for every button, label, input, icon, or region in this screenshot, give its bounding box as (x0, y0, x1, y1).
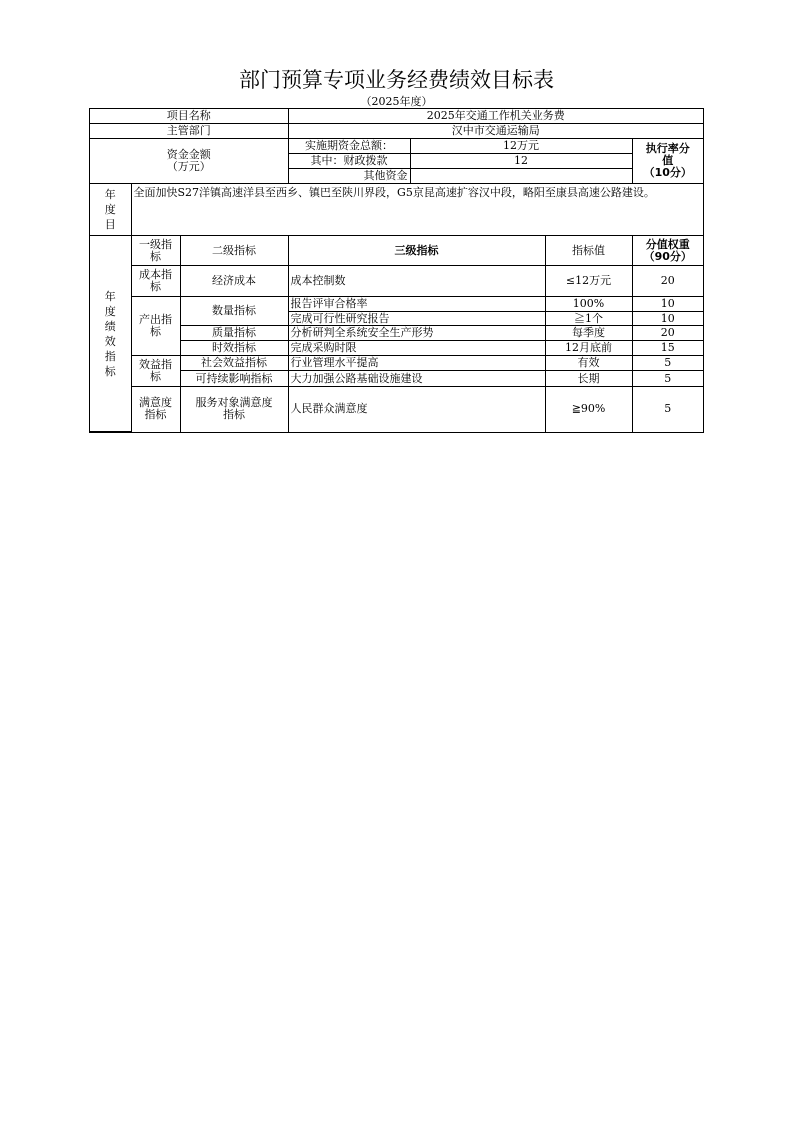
quantity-value: 100% (545, 296, 632, 311)
indicator-side-char: 年 (104, 289, 116, 303)
header-weight-line1: 分值权重 (645, 237, 690, 251)
indicator-side-char: 指 (104, 349, 116, 363)
cost-level2: 经济成本 (180, 265, 288, 296)
output-level1-line2: 标 (150, 325, 161, 339)
funds-total-row (90, 138, 703, 153)
time-weight: 15 (632, 341, 703, 356)
funds-label (90, 138, 288, 183)
time-item: 完成采购时限 (288, 341, 545, 356)
goal-row (90, 184, 703, 236)
cost-level1-line2: 标 (150, 279, 161, 293)
sustain-item: 大力加强公路基础设施建设 (288, 371, 545, 386)
output-level1-line1: 产出指 (139, 313, 172, 327)
quality-weight: 20 (632, 326, 703, 341)
satisfaction-level1 (131, 386, 180, 431)
quality-value: 每季度 (545, 326, 632, 341)
project-value: 2025年交通工作机关业务费 (288, 109, 703, 123)
quality-item: 分析研判全系统安全生产形势 (288, 326, 545, 341)
quantity-value: ≧1个 (545, 312, 632, 326)
goal-text: 全面加快S27洋镇高速洋县至西乡、镇巴至陕川界段，G5京昆高速扩容汉中段，略阳至康县高速公路建设。 (131, 184, 703, 236)
benefit-level1-line2: 标 (150, 369, 161, 383)
indicator-side-char: 效 (104, 334, 116, 348)
quantity-level2: 数量指标 (180, 296, 288, 325)
funds-total-label: 实施期资金总额： (288, 138, 410, 153)
quality-level2: 质量指标 (180, 326, 288, 341)
social-item: 行业管理水平提高 (288, 356, 545, 371)
header-level1-line1: 一级指 (139, 237, 172, 251)
header-level1 (131, 236, 180, 265)
cost-weight: 20 (632, 265, 703, 296)
goal-label-char: 年 (104, 188, 116, 202)
benefit-social-row (90, 356, 703, 371)
time-value: 12月底前 (545, 341, 632, 356)
header-level2: 二级指标 (180, 236, 288, 265)
header-weight (632, 236, 703, 265)
satisfaction-level1-line1: 满意度 (139, 396, 172, 410)
rate-line3: （10分） (643, 165, 692, 179)
indicator-side-label (90, 236, 131, 432)
cost-level1-line1: 成本指 (139, 267, 172, 281)
output-level1 (131, 296, 180, 355)
indicator-side-char: 标 (104, 364, 116, 378)
funds-fiscal-label: 其中：财政拨款 (288, 153, 410, 168)
funds-other-value (410, 168, 632, 183)
funds-other-label: 其他资金 (288, 168, 410, 183)
output-time-row (90, 341, 703, 356)
social-weight: 5 (632, 356, 703, 371)
project-label: 项目名称 (90, 109, 288, 123)
benefit-sustain-row (90, 371, 703, 386)
satisfaction-weight: 5 (632, 386, 703, 431)
goal-label (90, 184, 131, 236)
cost-row (90, 265, 703, 296)
rate-line1: 执行率分 (645, 141, 690, 155)
social-level2: 社会效益指标 (180, 356, 288, 371)
rate-line2: 值 (662, 153, 674, 167)
project-row (90, 109, 703, 123)
department-value: 汉中市交通运输局 (288, 123, 703, 138)
satisfaction-row (90, 386, 703, 431)
goal-label-char: 目 (104, 218, 116, 232)
quantity-item: 完成可行性研究报告 (288, 312, 545, 326)
funds-label-line1: 资金金额 (166, 147, 211, 161)
satisfaction-value: ≧90% (545, 386, 632, 431)
quantity-weight: 10 (632, 312, 703, 326)
cost-value: ≤12万元 (545, 265, 632, 296)
funds-total-value: 12万元 (410, 138, 632, 153)
page-subtitle: （2025年度） (360, 95, 433, 108)
social-value: 有效 (545, 356, 632, 371)
funds-fiscal-value: 12 (410, 153, 632, 168)
benefit-level1 (131, 356, 180, 386)
header-level3: 三级指标 (288, 236, 545, 265)
indicator-header-row (90, 236, 703, 265)
page-title: 部门预算专项业务经费绩效目标表 (239, 68, 554, 92)
quantity-item: 报告评审合格率 (288, 296, 545, 311)
department-label: 主管部门 (90, 123, 288, 138)
execution-rate-header (632, 138, 703, 183)
header-value: 指标值 (545, 236, 632, 265)
cost-item: 成本控制数 (288, 265, 545, 296)
header-weight-line2: （90分） (643, 249, 692, 263)
sustain-level2: 可持续影响指标 (180, 371, 288, 386)
satisfaction-level2-line1: 服务对象满意度 (195, 396, 273, 410)
satisfaction-level1-line2: 指标 (144, 408, 167, 422)
department-row (90, 123, 703, 138)
satisfaction-level2-line2: 指标 (223, 408, 246, 422)
header-level1-line2: 标 (150, 249, 161, 263)
satisfaction-item: 人民群众满意度 (288, 386, 545, 431)
performance-table (89, 108, 704, 433)
sustain-weight: 5 (632, 371, 703, 386)
output-quality-row (90, 326, 703, 341)
quantity-weight: 10 (632, 296, 703, 311)
cost-level1 (131, 265, 180, 296)
indicator-side-char: 绩 (104, 319, 116, 333)
indicator-side-char: 度 (104, 304, 116, 318)
benefit-level1-line1: 效益指 (139, 357, 172, 371)
goal-label-char: 度 (104, 203, 116, 217)
sustain-value: 长期 (545, 371, 632, 386)
satisfaction-level2 (180, 386, 288, 431)
output-quantity-row (90, 296, 703, 311)
funds-label-line2: （万元） (166, 159, 211, 173)
time-level2: 时效指标 (180, 341, 288, 356)
